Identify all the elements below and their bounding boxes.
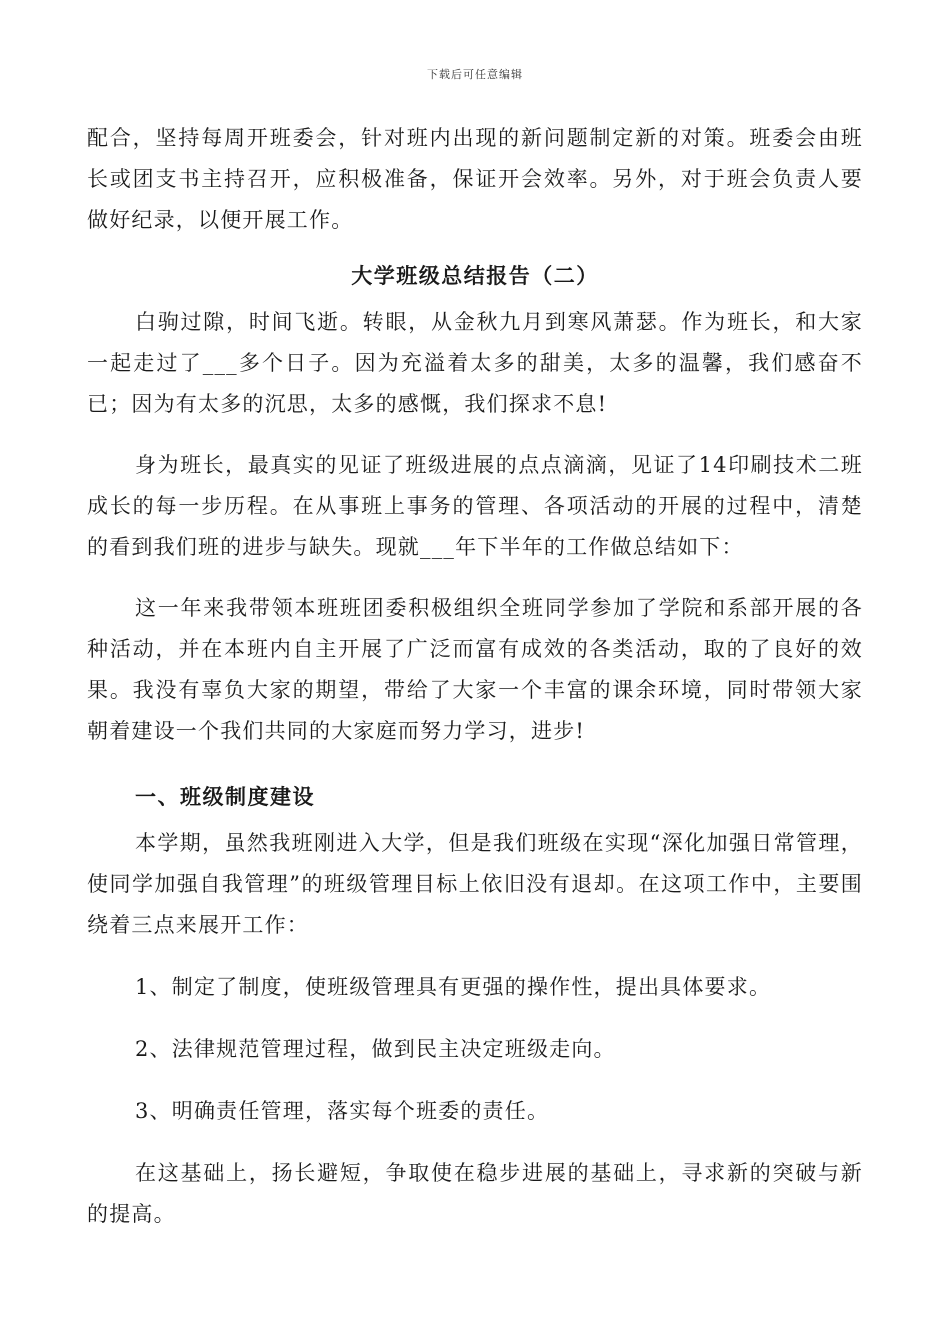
list-item-2: 2、法律规范管理过程，做到民主决定班级走向。 [135,1037,616,1061]
list-item-3: 3、明确责任管理，落实每个班委的责任。 [135,1099,550,1123]
paragraph-continuation: 配合，坚持每周开班委会，针对班内出现的新问题制定新的对策。班委会由班长或团支书主持召开，应积极准备，保证开会效率。另外，对于班会负责人要做好纪录，以便开展工作。 [87,126,863,232]
paragraph-yearly-activities: 这一年来我带领本班班团委积极组织全班同学参加了学院和系部开展的各种活动，并在本班内自主开展了广泛而富有成效的各类活动，取的了良好的效果。我没有辜负大家的期望，带给了大家一个丰富的课余环境，同时带领大家朝着建设一个我们共同的大家庭而努力学习，进步! [87,596,863,743]
header-note: 下载后可任意编辑 [427,68,523,81]
document-title: 大学班级总结报告（二） [351,263,599,288]
list-item-1: 1、制定了制度，使班级管理具有更强的操作性，提出具体要求。 [135,975,772,999]
paragraph-monitor-role: 身为班长，最真实的见证了班级进展的点点滴滴，见证了14印刷技术二班成长的每一步历程。在从事班上事务的管理、各项活动的开展的过程中，清楚的看到我们班的进步与缺失。现就___年下半年的工作做总结如下： [87,453,863,559]
section-heading-class-system: 一、班级制度建设 [135,784,315,809]
paragraph-semester-management: 本学期，虽然我班刚进入大学，但是我们班级在实现“深化加强日常管理，使同学加强自我管理”的班级管理目标上依旧没有退却。在这项工作中，主要围绕着三点来展开工作： [87,831,863,937]
paragraph-conclusion: 在这基础上，扬长避短，争取使在稳步进展的基础上，寻求新的突破与新的提高。 [87,1161,863,1226]
document-body [87,118,863,1235]
paragraph-intro: 白驹过隙，时间飞逝。转眼，从金秋九月到寒风萧瑟。作为班长，和大家一起走过了___多个日子。因为充溢着太多的甜美，太多的温馨，我们感奋不已；因为有太多的沉思，太多的感慨，我们探求不息! [87,310,863,416]
